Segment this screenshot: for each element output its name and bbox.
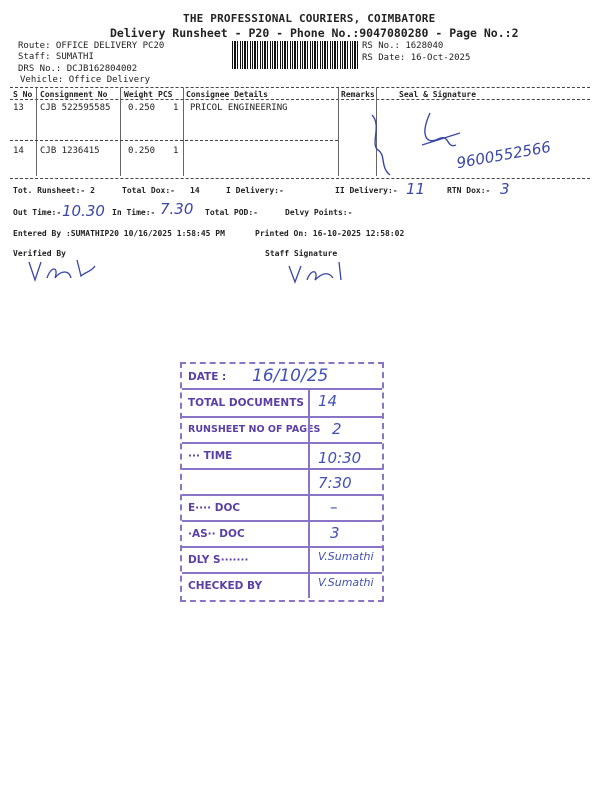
- total-pod-label: Total POD:-: [205, 208, 258, 217]
- vehicle-text: Vehicle: Office Delivery: [20, 75, 151, 85]
- stamp-row-rule: [182, 494, 382, 496]
- stamp-label-e-doc: E···· DOC: [188, 502, 241, 514]
- handwritten-signature: [360, 105, 470, 185]
- col-seal: Seal & Signature: [399, 90, 477, 99]
- rtn-dox-label: RTN Dox:-: [447, 186, 491, 195]
- col-sno: S No: [13, 90, 33, 99]
- col-weight: Weight: [124, 90, 153, 99]
- verified-by-label: Verified By: [13, 249, 66, 258]
- delivery-stamp: [180, 362, 384, 602]
- stamp-row-rule: [182, 520, 382, 522]
- col-divider: [120, 88, 121, 176]
- col-pcs: PCS: [158, 90, 173, 99]
- entered-by: Entered By :SUMATHIP20 10/16/2025 1:58:45 PM: [13, 229, 225, 238]
- total-dox-label: Total Dox:-: [122, 186, 175, 195]
- stamp-value-dly: V.Sumathi: [318, 550, 374, 563]
- ii-delivery-hand: 11: [406, 180, 426, 198]
- table-row-weight: 0.250: [128, 103, 156, 113]
- stamp-value-checked: V.Sumathi: [318, 576, 374, 589]
- stamp-label-pages: RUNSHEET NO OF PAGES: [188, 424, 321, 435]
- stamp-date-value: 16/10/25: [252, 366, 329, 386]
- stamp-value-in-time: 7:30: [318, 474, 352, 492]
- rs-date-text: RS Date: 16-Oct-2025: [362, 53, 471, 63]
- stamp-value-pages: 2: [332, 420, 342, 438]
- table-row-consignment: CJB 522595585: [40, 103, 111, 113]
- ii-delivery-label: II Delivery:-: [335, 186, 398, 195]
- stamp-label-time: ··· TIME: [188, 450, 233, 462]
- rs-no-text: RS No.: 1628040: [362, 41, 444, 51]
- stamp-row-rule: [182, 388, 382, 390]
- total-dox-value: 14: [190, 186, 200, 195]
- stamp-label-dly: DLY S·······: [188, 554, 249, 566]
- col-divider: [183, 88, 184, 176]
- staff-text: Staff: SUMATHI: [18, 52, 94, 62]
- stamp-row-rule: [182, 442, 382, 444]
- stamp-label-checked: CHECKED BY: [188, 580, 263, 592]
- stamp-value-rts-doc: 3: [330, 524, 340, 542]
- table-bottom-rule: [10, 178, 590, 179]
- stamp-value-time: 10:30: [318, 449, 362, 467]
- stamp-column-divider: [308, 388, 310, 598]
- route-text: Route: OFFICE DELIVERY PC20: [18, 41, 165, 51]
- out-time-hand: 10.30: [62, 202, 105, 220]
- stamp-row-rule: [182, 546, 382, 548]
- table-row-consignment: CJB 1236415: [40, 146, 100, 156]
- staff-signature-label: Staff Signature: [265, 249, 338, 258]
- table-row-sno: 13: [13, 103, 24, 113]
- col-consignment: Consignment No: [40, 90, 108, 99]
- staff-signature: [285, 258, 355, 286]
- table-row-pcs: 1: [173, 103, 179, 113]
- stamp-row-rule: [182, 572, 382, 574]
- rtn-dox-hand: 3: [500, 180, 510, 198]
- in-time-label: In Time:-: [112, 208, 156, 217]
- table-row-sno: 14: [13, 146, 24, 156]
- table-row-weight: 0.250: [128, 146, 156, 156]
- barcode: [232, 41, 358, 69]
- out-time-label: Out Time:-: [13, 208, 62, 217]
- in-time-hand: 7.30: [160, 200, 194, 218]
- handwritten-phone: 9600552566: [455, 137, 553, 173]
- runsheet-subtitle: Delivery Runsheet - P20 - Phone No.:9047080280 - Page No.:2: [110, 26, 519, 40]
- row-divider: [10, 140, 338, 141]
- stamp-date-label: DATE :: [188, 371, 227, 383]
- stamp-label-total-docs: TOTAL DOCUMENTS: [188, 397, 304, 409]
- table-header-rule: [10, 99, 590, 100]
- stamp-value-e-doc: –: [330, 498, 338, 516]
- stamp-row-rule: [182, 416, 382, 418]
- tot-runsheet: Tot. Runsheet:- 2: [13, 186, 95, 195]
- stamp-label-rts-doc: ·AS·· DOC: [188, 528, 245, 540]
- col-divider: [338, 88, 339, 176]
- stamp-value-total-docs: 14: [318, 392, 338, 410]
- col-consignee: Consignee Details: [186, 90, 268, 99]
- stamp-row-rule: [182, 468, 382, 470]
- table-row-pcs: 1: [173, 146, 179, 156]
- col-remarks: Remarks: [341, 90, 375, 99]
- table-row-consignee: PRICOL ENGINEERING: [190, 103, 288, 113]
- i-delivery-label: I Delivery:-: [226, 186, 284, 195]
- delvy-points-label: Delvy Points:-: [285, 208, 353, 217]
- printed-on: Printed On: 16-10-2025 12:58:02: [255, 229, 405, 238]
- company-title: THE PROFESSIONAL COURIERS, COIMBATORE: [183, 12, 436, 25]
- drs-text: DRS No.: DCJB162804002: [18, 64, 138, 74]
- verified-signature: [25, 256, 105, 286]
- table-top-rule: [10, 87, 590, 88]
- col-divider: [36, 88, 37, 176]
